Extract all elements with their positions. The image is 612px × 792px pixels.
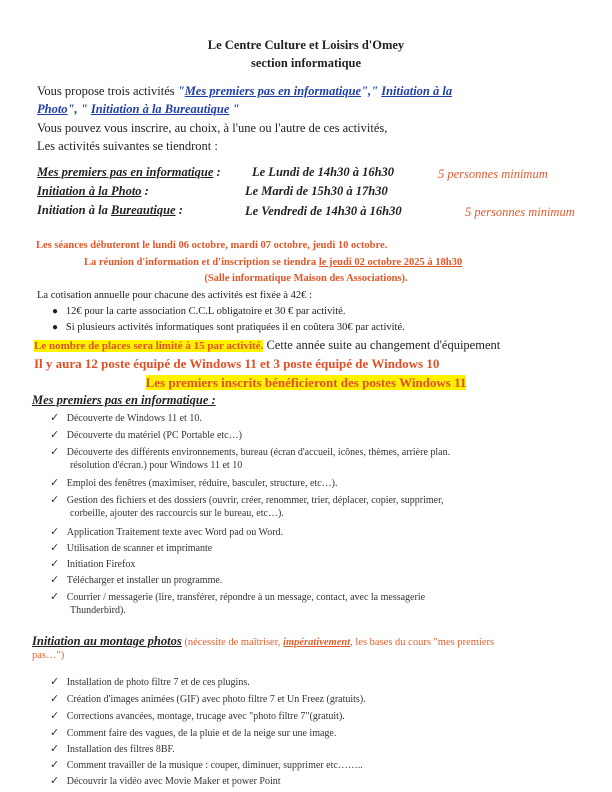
salle-notice: (Salle informatique Maison des Associations).: [204, 273, 408, 284]
quote-sep: ",": [361, 84, 382, 98]
schedule-row-1-note: 5 personnes minimum: [438, 167, 548, 181]
schedule-row-3-name: Initiation à la Bureautique :: [37, 203, 183, 217]
bullet-dot-icon: ●: [52, 306, 59, 317]
title-line-1: Le Centre Culture et Loisirs d'Omey: [207, 38, 405, 52]
check-mark-icon: ✓: [50, 759, 60, 771]
list-item: ✓ Corrections avancées, montage, trucage avec "photo filtre 7"(gratuit).: [50, 710, 345, 722]
check-mark-icon: ✓: [50, 775, 60, 787]
check-mark-icon: ✓: [50, 676, 60, 688]
section2-note-prefix: (nécessite de maîtriser,: [181, 637, 284, 648]
check-mark-icon: ✓: [50, 591, 60, 603]
quote-sep-2: ", ": [67, 102, 91, 116]
check-mark-icon: ✓: [50, 558, 60, 570]
list-item: ✓ Application Traitement texte avec Word pad ou Word.: [50, 526, 284, 538]
section2-heading: Initiation au montage photos: [32, 634, 182, 648]
list-item: ✓ Installation des filtres 8BF.: [50, 743, 175, 755]
inscrits-line-wrap: [0, 375, 612, 391]
quote-open: ": [177, 84, 185, 98]
schedule-row-2-time: Le Mardi de 15h30 à 17h30: [245, 184, 388, 198]
activity-2-part2: Photo: [37, 102, 68, 116]
list-item: ✓ Création d'images animées (GIF) avec photo filtre 7 et Un Freez (gratuits).: [50, 693, 366, 705]
list-item: ✓ Courrier / messagerie (lire, transférer, répondre à un message, contact, avec la messagerie: [50, 591, 426, 603]
intro-line-1: [37, 84, 452, 99]
check-mark-icon: ✓: [50, 412, 60, 424]
list-item: ✓ Découverte de Windows 11 et 10.: [50, 412, 202, 424]
schedule-row-3-note: 5 personnes minimum: [465, 205, 575, 219]
section2-note-suffix: , les bases du cours "mes premiers: [350, 637, 495, 648]
intro-line-4: Les activités suivantes se tiendront :: [37, 139, 218, 153]
intro-prefix: Vous propose trois activités: [37, 84, 178, 98]
check-mark-icon: ✓: [50, 446, 60, 458]
schedule-row-2-name: Initiation à la Photo :: [37, 184, 149, 198]
intro-line-3: Vous pouvez vous inscrire, au choix, à l'une ou l'autre de ces activités,: [37, 121, 388, 135]
list-item-continuation: Thunderbird).: [70, 605, 126, 616]
section1-heading: Mes premiers pas en informatique :: [32, 393, 216, 407]
list-item-continuation: résolution d'écran.) pour Windows 11 et 10: [70, 460, 243, 471]
check-mark-icon: ✓: [50, 494, 60, 506]
quote-close: ": [229, 102, 240, 116]
inscrits-highlight: Les premiers inscrits bénéficieront des postes Windows 11: [145, 375, 467, 390]
section2-note-line2: pas…"): [32, 650, 65, 661]
check-mark-icon: ✓: [50, 574, 60, 586]
check-mark-icon: ✓: [50, 693, 60, 705]
intro-line-2: [37, 102, 240, 117]
check-mark-icon: ✓: [50, 526, 60, 538]
list-item: ✓ Télécharger et installer un programme.: [50, 574, 223, 586]
section2-note-emph: impérativement: [283, 637, 351, 648]
places-highlight: Le nombre de places sera limité à 15 par activité.: [34, 340, 264, 352]
postes-line: Il y aura 12 poste équipé de Windows 11 et 3 poste équipé de Windows 10: [34, 356, 440, 371]
places-rest: Cette année suite au changement d'équipement: [263, 338, 501, 352]
activity-1-link: Mes premiers pas en informatique: [184, 84, 362, 98]
list-item: ✓ Emploi des fenêtres (maximiser, réduire, basculer, structure, etc…).: [50, 477, 338, 489]
cotisation-bullet-2: ● Si plusieurs activités informatiques sont pratiquées il en coûtera 30€ par activité.: [52, 322, 405, 333]
list-item: ✓ Comment travailler de la musique : couper, diminuer, supprimer etc……..: [50, 759, 363, 771]
bullet-dot-icon: ●: [52, 322, 59, 333]
check-mark-icon: ✓: [50, 477, 60, 489]
list-item: ✓ Gestion des fichiers et des dossiers (ouvrir, créer, renommer, trier, déplacer, copier, supprimer,: [50, 494, 444, 506]
title-line-2: section informatique: [250, 56, 362, 70]
places-line: [34, 338, 500, 353]
list-item: ✓ Découverte du matériel (PC Portable etc…): [50, 429, 242, 441]
schedule-row-1-time: Le Lundi de 14h30 à 16h30: [252, 165, 395, 179]
check-mark-icon: ✓: [50, 429, 60, 441]
activity-3: Initiation à la Bureautique: [90, 102, 230, 116]
activity-2-part1: Initiation à la: [381, 84, 453, 98]
list-item: ✓ Utilisation de scanner et imprimante: [50, 542, 213, 554]
list-item-continuation: corbeille, ajouter des raccourcis sur le bureau, etc…).: [70, 508, 284, 519]
list-item: ✓ Installation de photo filtre 7 et de ces plugins.: [50, 676, 250, 688]
list-item: ✓ Découverte des différents environnements, bureau (écran d'accueil, icônes, thèmes, arrière plan.: [50, 446, 451, 458]
schedule-row-1-name: Mes premiers pas en informatique :: [37, 165, 221, 179]
check-mark-icon: ✓: [50, 542, 60, 554]
seances-notice: Les séances débuteront le lundi 06 octobre, mardi 07 octobre, jeudi 10 octobre.: [36, 240, 388, 251]
check-mark-icon: ✓: [50, 727, 60, 739]
cotisation-text: La cotisation annuelle pour chacune des activités est fixée à 42€ :: [37, 290, 312, 301]
list-item: ✓ Découvrir la vidéo avec Movie Maker et power Point: [50, 775, 281, 787]
section2-heading-line: [32, 632, 494, 650]
reunion-notice: La réunion d'information et d'inscription se tiendra le jeudi 02 octobre 2025 à 18h30: [84, 257, 463, 268]
check-mark-icon: ✓: [50, 710, 60, 722]
cotisation-bullet-1: ● 12€ pour la carte association C.C.L obligatoire et 30 € par activité.: [52, 306, 346, 317]
check-mark-icon: ✓: [50, 743, 60, 755]
list-item: ✓ Comment faire des vagues, de la pluie et de la neige sur une image.: [50, 727, 337, 739]
schedule-row-3-time: Le Vendredi de 14h30 à 16h30: [245, 204, 402, 218]
list-item: ✓ Initiation Firefox: [50, 558, 136, 570]
